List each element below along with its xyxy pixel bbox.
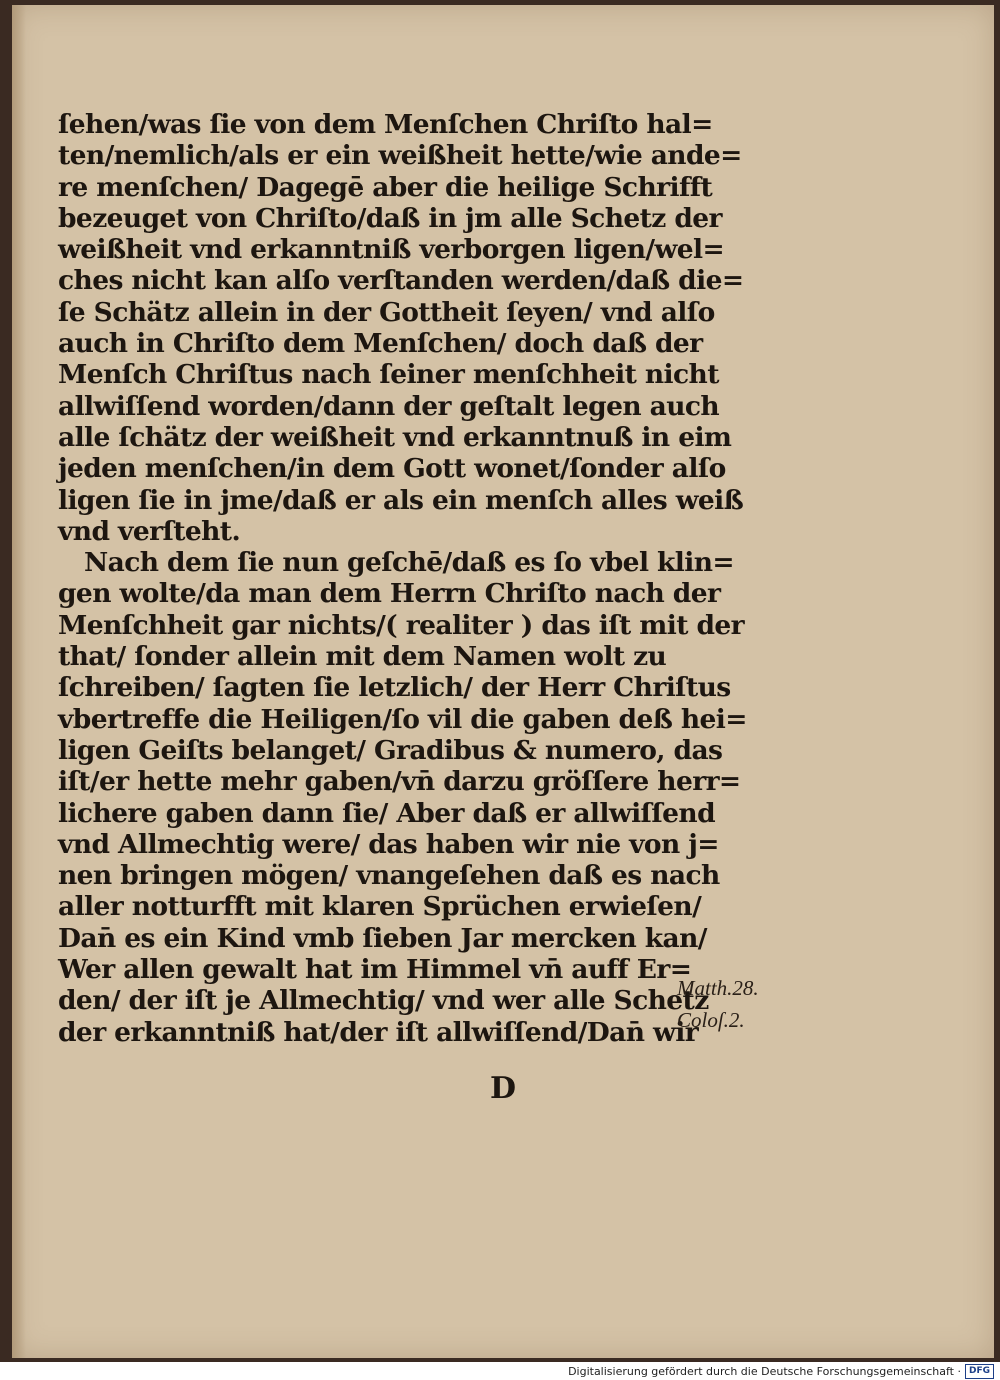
- text-line: allwiſſend worden/dann der geſtalt legen auch: [58, 390, 720, 422]
- text-line: bezeuget von Chriſto/daß in jm alle Schetz der: [58, 202, 722, 234]
- text-line: aller notturfft mit klaren Sprüchen erwieſen/: [58, 891, 702, 923]
- footer-bar: [0, 1362, 1000, 1380]
- text-line: vnd verſteht.: [58, 515, 241, 547]
- text-line: weißheit vnd erkanntniß verborgen ligen/wel=: [58, 234, 725, 266]
- text-line: lichere gaben dann ſie/ Aber daß er allwiſſend: [58, 797, 716, 829]
- text-line: jeden menſchen/in dem Gott wonet/ſonder alſo: [58, 453, 726, 485]
- funding-note: Digitalisierung gefördert durch die Deutsche Forschungsgemeinschaft ·: [568, 1364, 961, 1378]
- text-line: Nach dem ſie nun geſchē/daß es ſo vbel klin=: [84, 547, 734, 579]
- text-line: ſe Schätz allein in der Gottheit ſeyen/ vnd alſo: [58, 296, 715, 328]
- text-line: gen wolte/da man dem Herrn Chriſto nach der: [58, 578, 721, 610]
- text-line: vbertreffe die Heiligen/ſo vil die gaben deß hei=: [58, 703, 747, 735]
- text-line: ligen ſie in jme/daß er als ein menſch alles weiß: [58, 484, 744, 516]
- text-line: Wer allen gewalt hat im Himmel vn̄ auff Er=: [58, 954, 692, 986]
- text-line: ſehen/was ſie von dem Menſchen Chriſto hal=: [58, 109, 713, 140]
- text-line: alle ſchätz der weißheit vnd erkanntnuß in eim: [58, 421, 732, 453]
- book-page: [12, 5, 994, 1358]
- dfg-logo-icon: DFG: [965, 1364, 994, 1379]
- text-line: ches nicht kan alſo verſtanden werden/daß die=: [58, 265, 744, 297]
- text-line: vnd Allmechtig were/ das haben wir nie von j=: [58, 828, 719, 860]
- text-line: Dan̄ es ein Kind vmb ſieben Jar mercken kan/: [58, 922, 707, 954]
- text-line: Menſchheit gar nichts/( realiter ) das iſt mit der: [58, 609, 745, 641]
- text-line: auch in Chriſto dem Menſchen/ doch daß der: [58, 328, 703, 360]
- text-line: Menſch Chriſtus nach ſeiner menſchheit nicht: [58, 359, 719, 391]
- text-line: den/ der iſt je Allmechtig/ vnd wer alle Schetz: [58, 985, 709, 1017]
- text-line: iſt/er hette mehr gaben/vn̄ darzu gröſſere herr=: [58, 766, 741, 798]
- text-line: ligen Geiſts belanget/ Gradibus & numero, das: [58, 734, 723, 766]
- text-line: nen bringen mögen/ vnangeſehen daß es nach: [58, 860, 720, 892]
- page-edge-shadow: [12, 5, 26, 1358]
- text-line: ſchreiben/ ſagten ſie letzlich/ der Herr Chriſtus: [58, 672, 731, 704]
- signature-mark: D: [490, 1071, 517, 1106]
- margin-note-colos: Coloſ.2.: [677, 1008, 745, 1032]
- margin-note-matth: Matth.28.: [677, 976, 759, 1000]
- text-line: that/ ſonder allein mit dem Namen wolt zu: [58, 641, 667, 673]
- text-line: der erkanntniß hat/der iſt allwiſſend/Dan̄ wir: [58, 1016, 699, 1048]
- text-line: re menſchen/ Dagegē aber die heilige Schrifft: [58, 171, 713, 203]
- text-line: ten/nemlich/als er ein weißheit hette/wie ande=: [58, 140, 742, 172]
